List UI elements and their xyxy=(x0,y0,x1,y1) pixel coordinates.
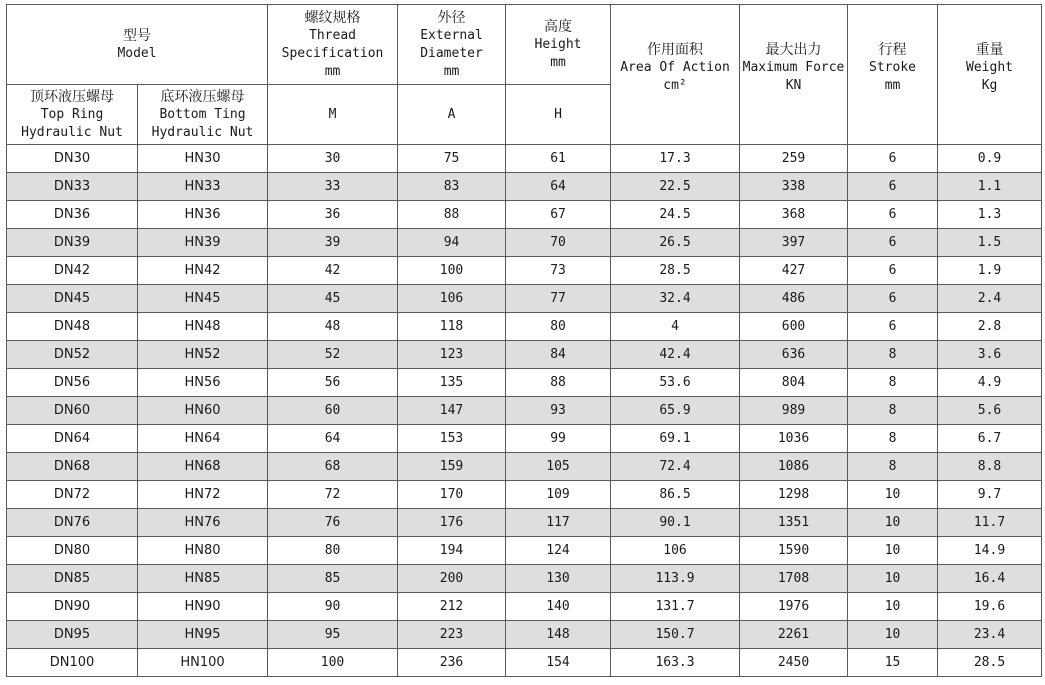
thread-spec-cell: 30 xyxy=(268,145,398,173)
stroke-cell: 8 xyxy=(848,453,938,481)
area-of-action-cell: 72.4 xyxy=(611,453,740,481)
area-of-action-cell: 113.9 xyxy=(611,565,740,593)
table-row xyxy=(7,565,1042,593)
bottom-ring-model-cell: HN64 xyxy=(138,425,268,453)
area-of-action-cell: 65.9 xyxy=(611,397,740,425)
top-ring-model-cell: DN45 xyxy=(7,285,138,313)
area-of-action-cell: 90.1 xyxy=(611,509,740,537)
force-header-zh: 最大出力 xyxy=(765,42,822,58)
external-diameter-cell: 94 xyxy=(398,229,506,257)
thread-spec-cell: 64 xyxy=(268,425,398,453)
stroke-cell: 8 xyxy=(848,425,938,453)
max-force-cell: 636 xyxy=(740,341,848,369)
max-force-cell: 989 xyxy=(740,397,848,425)
area-of-action-cell: 86.5 xyxy=(611,481,740,509)
bottom-ring-header-en2: Hydraulic Nut xyxy=(151,124,254,140)
height-cell: 117 xyxy=(506,509,611,537)
top-ring-model-cell: DN42 xyxy=(7,257,138,285)
top-ring-model-cell: DN100 xyxy=(7,649,138,677)
stroke-cell: 8 xyxy=(848,341,938,369)
area-of-action-cell: 17.3 xyxy=(611,145,740,173)
area-of-action-cell: 163.3 xyxy=(611,649,740,677)
bottom-ring-model-cell: HN60 xyxy=(138,397,268,425)
max-force-cell: 1036 xyxy=(740,425,848,453)
ext-header-unit: mm xyxy=(443,63,460,79)
external-diameter-cell: 236 xyxy=(398,649,506,677)
table-row xyxy=(7,173,1042,201)
height-cell: 140 xyxy=(506,593,611,621)
symbol-a: A xyxy=(398,85,506,145)
ext-header-en2: Diameter xyxy=(420,45,483,61)
top-ring-model-cell: DN48 xyxy=(7,313,138,341)
bottom-ring-model-cell: HN33 xyxy=(138,173,268,201)
weight-cell: 1.5 xyxy=(938,229,1042,257)
area-of-action-cell: 131.7 xyxy=(611,593,740,621)
table-row xyxy=(7,649,1042,677)
stroke-cell: 10 xyxy=(848,593,938,621)
weight-cell: 11.7 xyxy=(938,509,1042,537)
max-force-cell: 804 xyxy=(740,369,848,397)
area-of-action-cell: 53.6 xyxy=(611,369,740,397)
bottom-ring-model-cell: HN48 xyxy=(138,313,268,341)
top-ring-header-en2: Hydraulic Nut xyxy=(21,124,123,140)
max-force-header xyxy=(740,5,848,145)
spec-table xyxy=(6,4,1042,677)
weight-cell: 4.9 xyxy=(938,369,1042,397)
bottom-ring-model-cell: HN36 xyxy=(138,201,268,229)
external-diameter-cell: 170 xyxy=(398,481,506,509)
external-diameter-cell: 200 xyxy=(398,565,506,593)
model-header xyxy=(7,5,268,85)
bottom-ring-model-cell: HN76 xyxy=(138,509,268,537)
weight-cell: 6.7 xyxy=(938,425,1042,453)
stroke-header xyxy=(848,5,938,145)
thread-spec-cell: 33 xyxy=(268,173,398,201)
area-of-action-cell: 42.4 xyxy=(611,341,740,369)
external-diameter-cell: 176 xyxy=(398,509,506,537)
height-cell: 80 xyxy=(506,313,611,341)
weight-cell: 5.6 xyxy=(938,397,1042,425)
area-of-action-cell: 28.5 xyxy=(611,257,740,285)
bottom-ring-model-cell: HN95 xyxy=(138,621,268,649)
table-row xyxy=(7,341,1042,369)
height-cell: 148 xyxy=(506,621,611,649)
stroke-cell: 6 xyxy=(848,145,938,173)
thread-spec-cell: 72 xyxy=(268,481,398,509)
height-cell: 67 xyxy=(506,201,611,229)
max-force-cell: 368 xyxy=(740,201,848,229)
height-cell: 93 xyxy=(506,397,611,425)
max-force-cell: 427 xyxy=(740,257,848,285)
max-force-cell: 1590 xyxy=(740,537,848,565)
thread-spec-cell: 36 xyxy=(268,201,398,229)
thread-spec-cell: 48 xyxy=(268,313,398,341)
table-body xyxy=(7,145,1042,677)
stroke-cell: 10 xyxy=(848,565,938,593)
thread-spec-cell: 56 xyxy=(268,369,398,397)
bottom-ring-model-cell: HN45 xyxy=(138,285,268,313)
top-ring-model-cell: DN33 xyxy=(7,173,138,201)
external-diameter-cell: 118 xyxy=(398,313,506,341)
max-force-cell: 397 xyxy=(740,229,848,257)
bottom-ring-model-cell: HN42 xyxy=(138,257,268,285)
weight-cell: 2.8 xyxy=(938,313,1042,341)
area-header-en: Area Of Action xyxy=(620,60,730,75)
external-diameter-cell: 106 xyxy=(398,285,506,313)
thread-spec-cell: 76 xyxy=(268,509,398,537)
table-row xyxy=(7,369,1042,397)
height-header-unit: mm xyxy=(550,54,566,70)
area-of-action-cell: 150.7 xyxy=(611,621,740,649)
thread-header-zh: 螺纹规格 xyxy=(304,9,361,26)
force-header-en: Maximum Force xyxy=(742,60,845,75)
top-ring-model-cell: DN76 xyxy=(7,509,138,537)
external-diameter-cell: 123 xyxy=(398,341,506,369)
bottom-ring-model-cell: HN80 xyxy=(138,537,268,565)
weight-cell: 16.4 xyxy=(938,565,1042,593)
max-force-cell: 1086 xyxy=(740,453,848,481)
table-row xyxy=(7,397,1042,425)
table-row xyxy=(7,537,1042,565)
weight-header xyxy=(938,5,1042,145)
symbol-h: H xyxy=(506,85,611,145)
table-row xyxy=(7,509,1042,537)
max-force-cell: 1298 xyxy=(740,481,848,509)
thread-header-en1: Thread xyxy=(309,27,356,43)
weight-cell: 1.1 xyxy=(938,173,1042,201)
table-row xyxy=(7,621,1042,649)
thread-spec-cell: 60 xyxy=(268,397,398,425)
thread-header-unit: mm xyxy=(324,63,341,79)
height-cell: 99 xyxy=(506,425,611,453)
bottom-ring-model-cell: HN90 xyxy=(138,593,268,621)
area-of-action-cell: 22.5 xyxy=(611,173,740,201)
max-force-cell: 2450 xyxy=(740,649,848,677)
weight-header-unit: Kg xyxy=(981,78,998,93)
weight-cell: 1.3 xyxy=(938,201,1042,229)
stroke-cell: 6 xyxy=(848,257,938,285)
table-row xyxy=(7,285,1042,313)
top-ring-model-cell: DN68 xyxy=(7,453,138,481)
external-diameter-cell: 100 xyxy=(398,257,506,285)
thread-spec-cell: 52 xyxy=(268,341,398,369)
height-cell: 105 xyxy=(506,453,611,481)
height-cell: 109 xyxy=(506,481,611,509)
weight-cell: 0.9 xyxy=(938,145,1042,173)
table-row xyxy=(7,481,1042,509)
thread-header-en2: Specification xyxy=(281,45,384,61)
stroke-cell: 6 xyxy=(848,285,938,313)
ext-header-en1: External xyxy=(420,27,483,43)
stroke-cell: 6 xyxy=(848,201,938,229)
stroke-header-en: Stroke xyxy=(869,60,916,75)
thread-spec-cell: 100 xyxy=(268,649,398,677)
area-header-unit: cm² xyxy=(663,78,687,93)
symbol-m: M xyxy=(268,85,398,145)
table-row xyxy=(7,201,1042,229)
height-cell: 73 xyxy=(506,257,611,285)
height-cell: 84 xyxy=(506,341,611,369)
thread-spec-cell: 85 xyxy=(268,565,398,593)
top-ring-model-cell: DN80 xyxy=(7,537,138,565)
area-of-action-cell: 4 xyxy=(611,313,740,341)
top-ring-model-cell: DN95 xyxy=(7,621,138,649)
weight-cell: 28.5 xyxy=(938,649,1042,677)
weight-cell: 1.9 xyxy=(938,257,1042,285)
top-ring-model-cell: DN90 xyxy=(7,593,138,621)
height-cell: 154 xyxy=(506,649,611,677)
bottom-ring-model-cell: HN68 xyxy=(138,453,268,481)
weight-cell: 8.8 xyxy=(938,453,1042,481)
area-of-action-cell: 69.1 xyxy=(611,425,740,453)
area-of-action-cell: 106 xyxy=(611,537,740,565)
thread-spec-cell: 45 xyxy=(268,285,398,313)
stroke-cell: 8 xyxy=(848,369,938,397)
max-force-cell: 600 xyxy=(740,313,848,341)
external-diameter-cell: 135 xyxy=(398,369,506,397)
weight-cell: 14.9 xyxy=(938,537,1042,565)
height-cell: 70 xyxy=(506,229,611,257)
thread-spec-cell: 95 xyxy=(268,621,398,649)
table-header xyxy=(7,5,1042,145)
height-cell: 124 xyxy=(506,537,611,565)
weight-cell: 19.6 xyxy=(938,593,1042,621)
max-force-cell: 1351 xyxy=(740,509,848,537)
max-force-cell: 338 xyxy=(740,173,848,201)
stroke-cell: 6 xyxy=(848,229,938,257)
external-diameter-cell: 159 xyxy=(398,453,506,481)
top-ring-model-cell: DN64 xyxy=(7,425,138,453)
height-cell: 64 xyxy=(506,173,611,201)
height-header-en: Height xyxy=(534,36,582,52)
top-ring-model-cell: DN36 xyxy=(7,201,138,229)
thread-spec-cell: 68 xyxy=(268,453,398,481)
model-header-zh: 型号 xyxy=(123,27,151,44)
area-header-zh: 作用面积 xyxy=(647,42,704,58)
weight-cell: 23.4 xyxy=(938,621,1042,649)
bottom-ring-header-zh: 底环液压螺母 xyxy=(160,88,245,105)
max-force-cell: 1976 xyxy=(740,593,848,621)
external-diameter-header xyxy=(398,5,506,85)
bottom-ring-model-cell: HN56 xyxy=(138,369,268,397)
table-row xyxy=(7,145,1042,173)
stroke-cell: 10 xyxy=(848,621,938,649)
weight-cell: 9.7 xyxy=(938,481,1042,509)
top-ring-header-zh: 顶环液压螺母 xyxy=(30,88,114,105)
external-diameter-cell: 194 xyxy=(398,537,506,565)
bottom-ring-header-en1: Bottom Ting xyxy=(159,106,246,122)
bottom-ring-model-cell: HN39 xyxy=(138,229,268,257)
top-ring-header-en1: Top Ring xyxy=(40,106,104,122)
weight-cell: 3.6 xyxy=(938,341,1042,369)
table-row xyxy=(7,229,1042,257)
external-diameter-cell: 75 xyxy=(398,145,506,173)
force-header-unit: KN xyxy=(785,78,802,93)
max-force-cell: 1708 xyxy=(740,565,848,593)
top-ring-model-cell: DN52 xyxy=(7,341,138,369)
external-diameter-cell: 212 xyxy=(398,593,506,621)
stroke-header-unit: mm xyxy=(884,78,901,93)
bottom-ring-header xyxy=(138,85,268,145)
area-header xyxy=(611,5,740,145)
bottom-ring-model-cell: HN52 xyxy=(138,341,268,369)
stroke-cell: 10 xyxy=(848,481,938,509)
table-row xyxy=(7,425,1042,453)
stroke-header-zh: 行程 xyxy=(878,42,907,58)
top-ring-model-cell: DN56 xyxy=(7,369,138,397)
top-ring-model-cell: DN72 xyxy=(7,481,138,509)
area-of-action-cell: 32.4 xyxy=(611,285,740,313)
max-force-cell: 259 xyxy=(740,145,848,173)
height-header-zh: 高度 xyxy=(544,18,573,35)
thread-spec-cell: 90 xyxy=(268,593,398,621)
thread-spec-cell: 42 xyxy=(268,257,398,285)
weight-header-en: Weight xyxy=(966,60,1013,75)
external-diameter-cell: 147 xyxy=(398,397,506,425)
stroke-cell: 10 xyxy=(848,537,938,565)
bottom-ring-model-cell: HN100 xyxy=(138,649,268,677)
bottom-ring-model-cell: HN72 xyxy=(138,481,268,509)
height-cell: 88 xyxy=(506,369,611,397)
external-diameter-cell: 223 xyxy=(398,621,506,649)
area-of-action-cell: 24.5 xyxy=(611,201,740,229)
table-row xyxy=(7,313,1042,341)
table-row xyxy=(7,593,1042,621)
stroke-cell: 10 xyxy=(848,509,938,537)
external-diameter-cell: 83 xyxy=(398,173,506,201)
stroke-cell: 6 xyxy=(848,173,938,201)
top-ring-header xyxy=(7,85,138,145)
bottom-ring-model-cell: HN85 xyxy=(138,565,268,593)
top-ring-model-cell: DN85 xyxy=(7,565,138,593)
top-ring-model-cell: DN30 xyxy=(7,145,138,173)
model-header-en: Model xyxy=(117,45,157,61)
height-cell: 77 xyxy=(506,285,611,313)
max-force-cell: 486 xyxy=(740,285,848,313)
external-diameter-cell: 88 xyxy=(398,201,506,229)
table-row xyxy=(7,453,1042,481)
top-ring-model-cell: DN39 xyxy=(7,229,138,257)
ext-header-zh: 外径 xyxy=(437,9,466,26)
stroke-cell: 15 xyxy=(848,649,938,677)
table-row xyxy=(7,257,1042,285)
thread-spec-cell: 39 xyxy=(268,229,398,257)
top-ring-model-cell: DN60 xyxy=(7,397,138,425)
thread-spec-cell: 80 xyxy=(268,537,398,565)
thread-header xyxy=(268,5,398,85)
bottom-ring-model-cell: HN30 xyxy=(138,145,268,173)
height-cell: 61 xyxy=(506,145,611,173)
area-of-action-cell: 26.5 xyxy=(611,229,740,257)
stroke-cell: 8 xyxy=(848,397,938,425)
weight-cell: 2.4 xyxy=(938,285,1042,313)
stroke-cell: 6 xyxy=(848,313,938,341)
external-diameter-cell: 153 xyxy=(398,425,506,453)
max-force-cell: 2261 xyxy=(740,621,848,649)
height-cell: 130 xyxy=(506,565,611,593)
weight-header-zh: 重量 xyxy=(975,42,1004,58)
height-header xyxy=(506,5,611,85)
